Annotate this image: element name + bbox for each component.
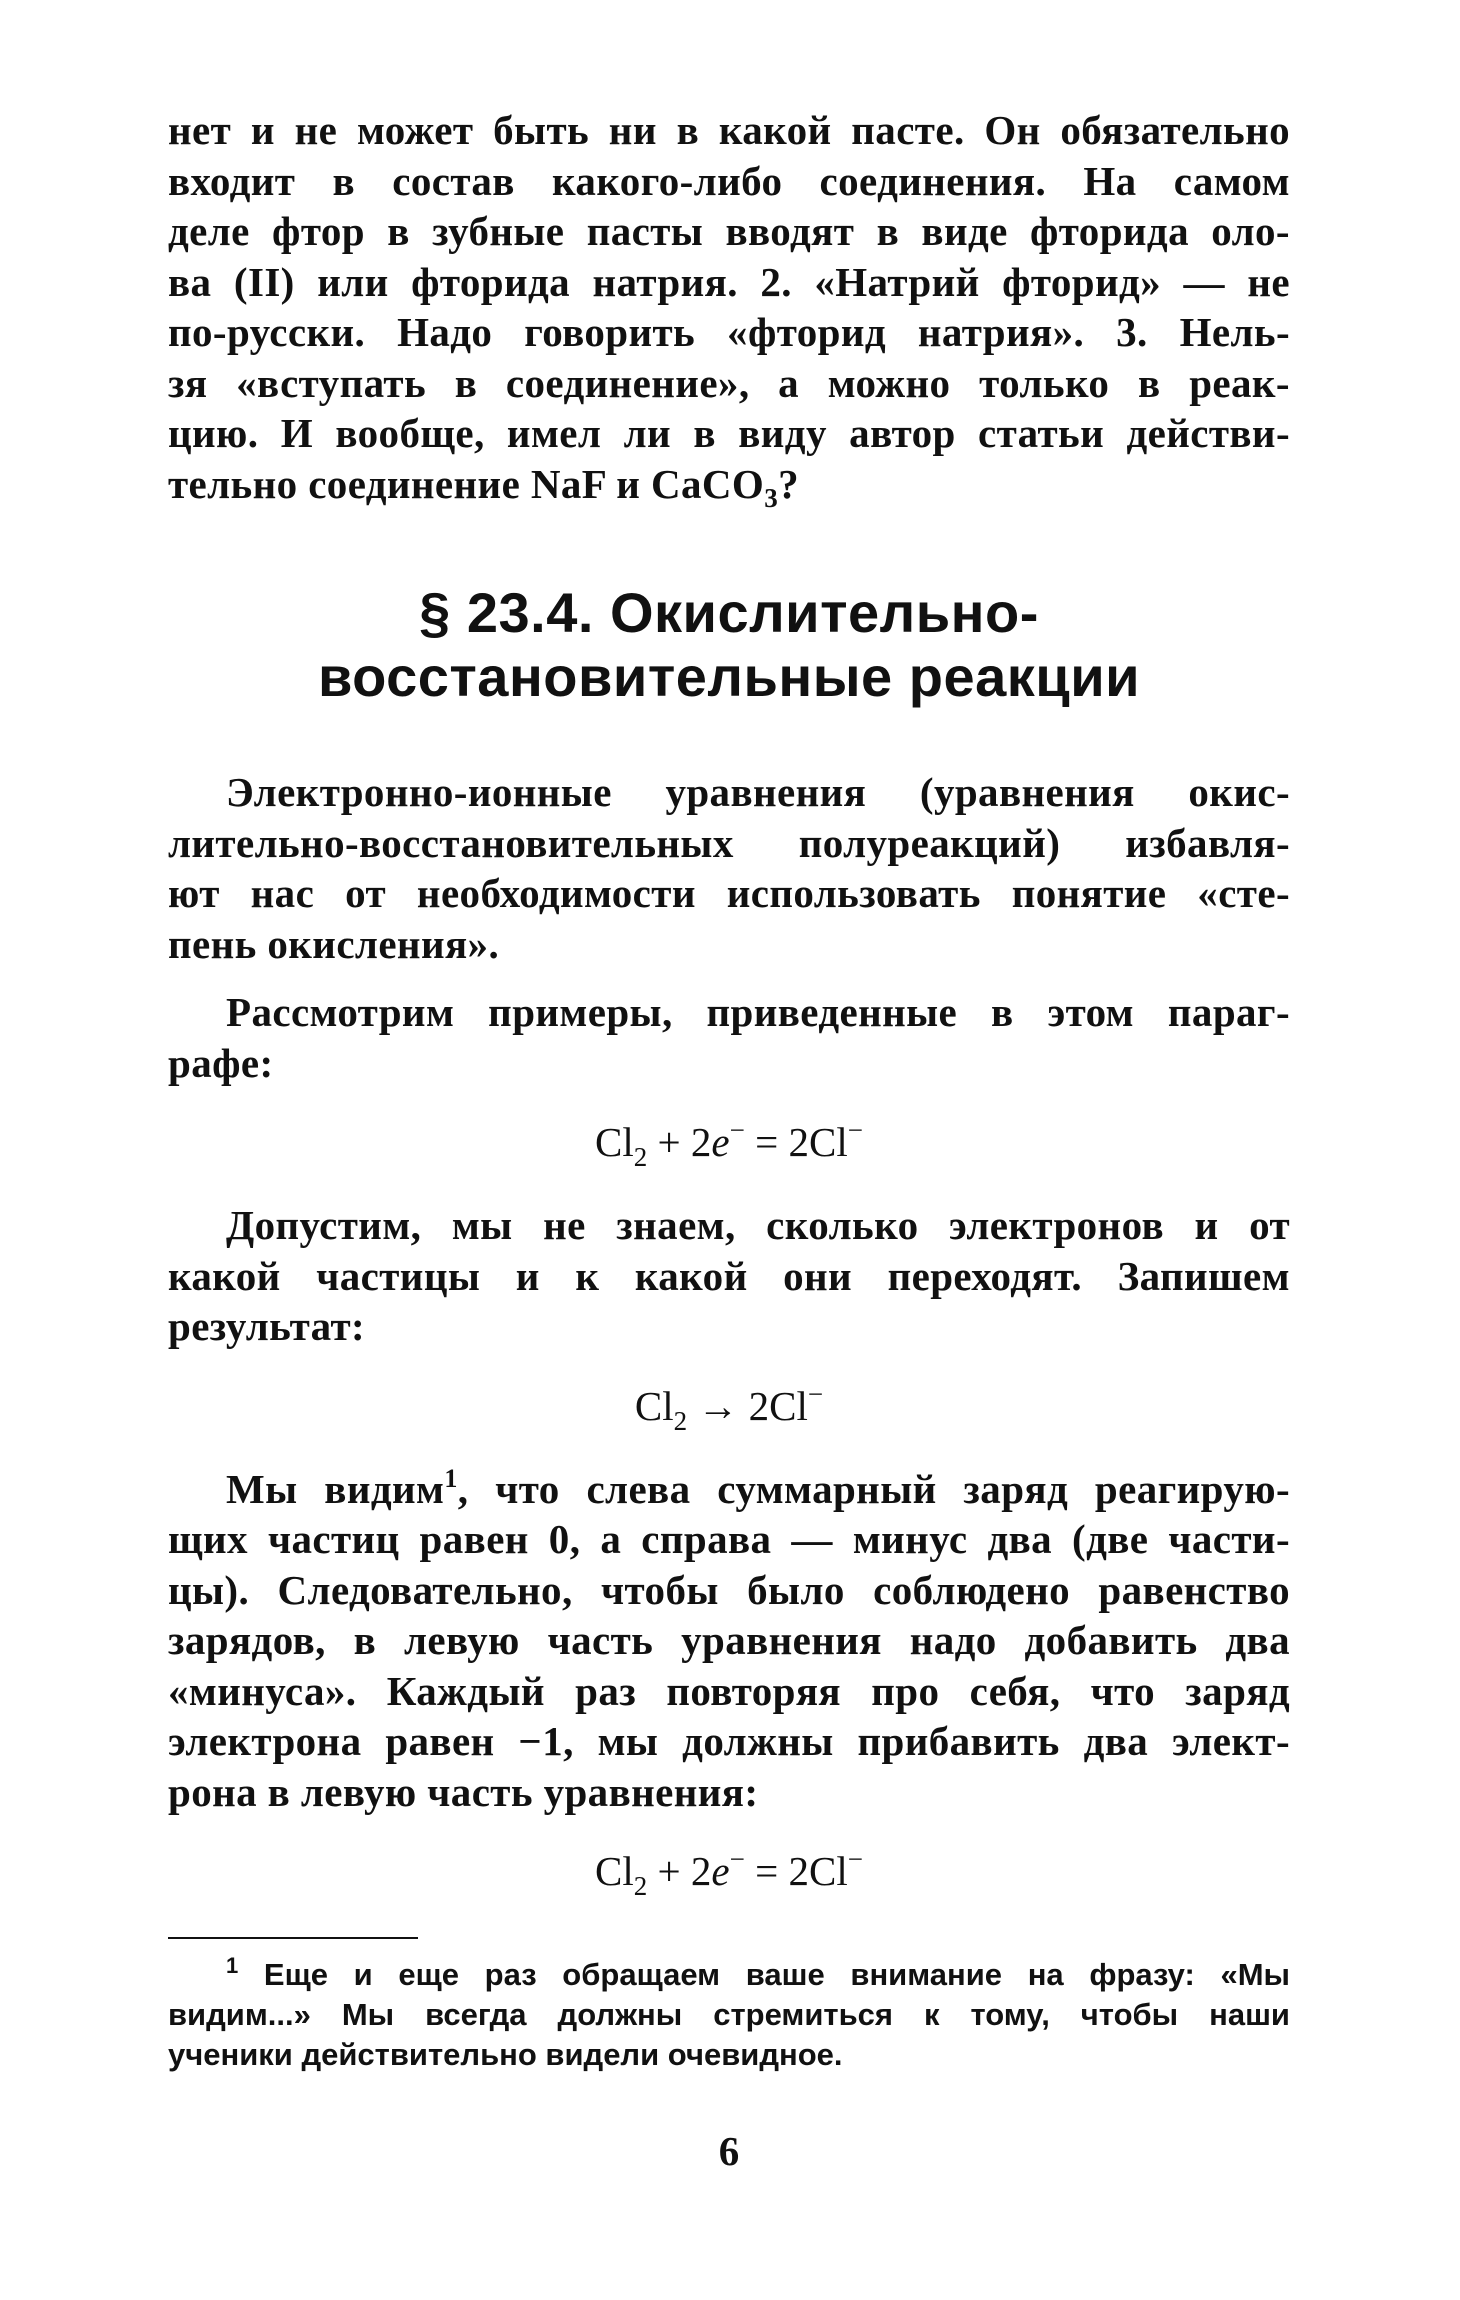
electron-symbol: e	[711, 1848, 730, 1894]
footnote-divider	[168, 1937, 418, 1939]
formula-text: = 2Cl	[744, 1848, 848, 1894]
text-line: лительно-восстановительных полуреакций) избавля-	[168, 819, 1290, 866]
text-line: цы). Следовательно, чтобы было соблюдено равенство	[168, 1566, 1290, 1613]
paragraph-3	[168, 1200, 1290, 1352]
footnote	[168, 1955, 1290, 2075]
book-page	[168, 105, 1290, 2175]
text-line: видим...» Мы всегда должны стремиться к тому, чтобы наши	[168, 1997, 1290, 2032]
formula-text: тельно соединение NaF и CaCO	[168, 460, 765, 507]
equation-3	[168, 1843, 1290, 1899]
text-line	[168, 459, 1290, 513]
paragraph-1	[168, 767, 1290, 969]
section-heading	[168, 581, 1290, 709]
subscript: 2	[633, 1871, 648, 1901]
text-line	[168, 1464, 1290, 1515]
text-line: «минуса». Каждый раз повторяя про себя, что заряд	[168, 1667, 1290, 1714]
heading-line: § 23.4. Окислительно-	[419, 581, 1039, 644]
text-line: результат:	[168, 1303, 366, 1349]
text-fragment: Еще и еще раз обращаем ваше внимание на фразу: «Мы	[238, 1957, 1290, 1992]
text-line: ученики действительно видели очевидное.	[168, 2037, 843, 2072]
text-line: ют нас от необходимости использовать понятие «сте-	[168, 870, 1290, 916]
text-line: Электронно-ионные уравнения (уравнения окис-	[226, 769, 1290, 815]
superscript: −	[729, 1844, 745, 1874]
formula-text: Cl	[595, 1119, 634, 1165]
formula-text: + 2	[647, 1848, 712, 1894]
superscript: −	[807, 1378, 824, 1409]
text-line: деле фтор в зубные пасты вводят в виде фторида оло-	[168, 208, 1290, 254]
text-line: по-русски. Надо говорить «фторид натрия». 3. Нель-	[168, 309, 1290, 355]
text-line: цию. И вообще, имел ли в виду автор статьи действи-	[168, 410, 1290, 456]
text-line: зарядов, в левую часть уравнения надо добавить два	[168, 1617, 1290, 1663]
superscript: −	[847, 1115, 863, 1145]
text-fragment: , что слева суммарный заряд реагирую-	[457, 1465, 1291, 1512]
text-line: электрона равен −1, мы должны прибавить два элект-	[168, 1718, 1290, 1764]
text-line: какой частицы и к какой они переходят. Запишем	[168, 1252, 1290, 1299]
paragraph-2	[168, 987, 1290, 1088]
equation-1	[168, 1114, 1290, 1170]
page-number: 6	[718, 2128, 740, 2174]
text-line: зя «вступать в соединение», а можно только в реак-	[168, 359, 1290, 406]
footnote-marker: 1	[226, 1953, 239, 1978]
formula-text: = 2Cl	[744, 1119, 848, 1165]
text-line: входит в состав какого-либо соединения. На самом	[168, 157, 1290, 204]
equation-2	[168, 1378, 1290, 1434]
emphasis-text: Мы видим	[226, 1465, 445, 1512]
footnote-marker: 1	[444, 1463, 458, 1493]
superscript: −	[729, 1115, 745, 1145]
superscript: −	[847, 1844, 863, 1874]
heading-line: восстановительные реакции	[317, 645, 1141, 708]
question-mark: ?	[778, 460, 800, 507]
text-line: ва (II) или фторида натрия. 2. «Натрий фторид» — не	[168, 258, 1290, 305]
text-line: рона в левую часть уравнения:	[168, 1768, 759, 1815]
formula-text: + 2	[647, 1119, 712, 1165]
intro-paragraph	[168, 105, 1290, 513]
paragraph-4	[168, 1464, 1290, 1818]
formula-text: → 2Cl	[687, 1382, 808, 1429]
subscript: 2	[633, 1142, 648, 1172]
text-line: рафе:	[168, 1039, 274, 1086]
text-line: Допустим, мы не знаем, сколько электронов и от	[226, 1202, 1290, 1248]
subscript: 2	[673, 1405, 688, 1436]
formula-text: Cl	[595, 1848, 634, 1894]
electron-symbol: e	[711, 1119, 730, 1165]
text-line: щих частиц равен 0, а справа — минус два (две части-	[168, 1516, 1290, 1562]
text-line: нет и не может быть ни в какой пасте. Он обязательно	[168, 107, 1290, 153]
formula-text: Cl	[634, 1382, 674, 1429]
subscript: 3	[764, 482, 779, 513]
text-line: пень окисления».	[168, 920, 500, 967]
text-line: Рассмотрим примеры, приведенные в этом параг-	[226, 989, 1290, 1035]
text-line	[168, 1955, 1290, 1995]
